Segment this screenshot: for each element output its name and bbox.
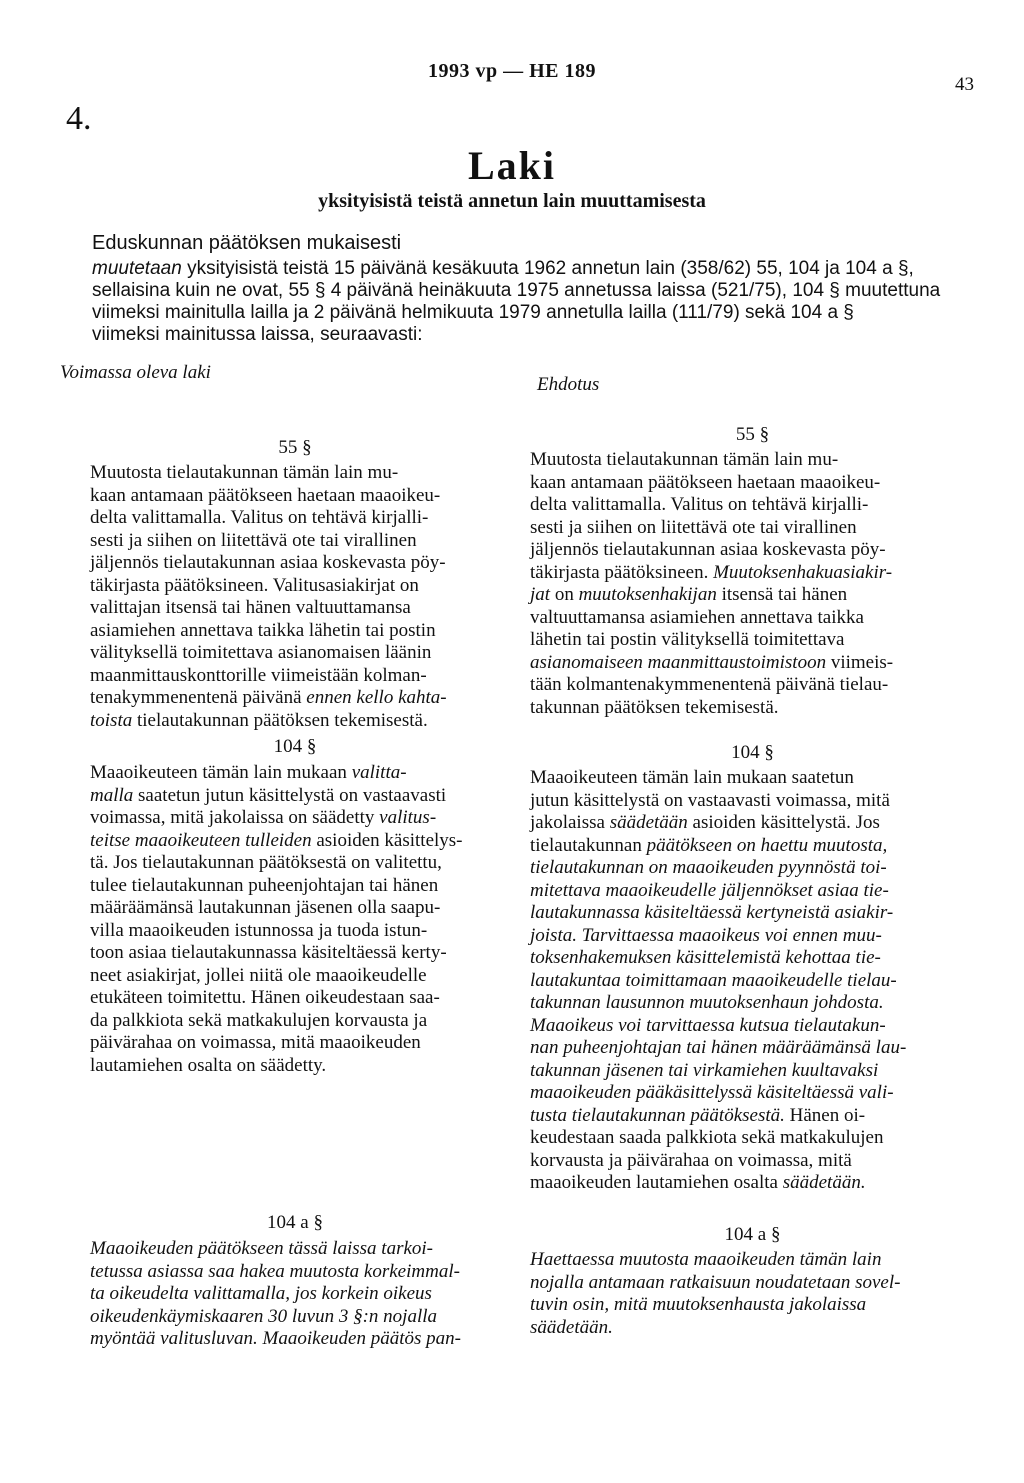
text-line: lautamiehen osalta on säädetty. xyxy=(90,1054,327,1076)
emphasis-text: jat xyxy=(530,584,551,605)
text-line: mitettava maaoikeudelle jäljennökset asiaa tie- xyxy=(530,879,889,901)
text-line: Maaoikeuteen tämän lain mukaan saatetun xyxy=(530,767,854,788)
emphasis-text: malla xyxy=(90,784,134,806)
text-line xyxy=(530,1105,975,1128)
text-line: tään kolmantenakymmenentenä päivänä tielau- xyxy=(530,674,889,695)
right-column-heading: Ehdotus xyxy=(537,374,600,395)
emphasis-text: päätökseen on haettu muutosta, xyxy=(646,834,888,856)
left-section-55-heading: 55 § xyxy=(278,437,312,458)
text-line: jäljennös tielautakunnan asiaa koskevasta pöy- xyxy=(90,552,446,573)
text-segment: Maaoikeuteen tämän lain mukaan xyxy=(90,762,352,783)
text-line: toksenhakemuksen käsittelemistä kehottaa tie- xyxy=(530,947,881,968)
text-line xyxy=(530,652,975,675)
intro-line: sellaisina kuin ne ovat, 55 § 4 päivänä heinäkuuta 1975 annetussa laissa (521/75), 104 § muutettuna xyxy=(92,280,941,301)
text-line xyxy=(530,562,975,585)
text-segment: voimassa, mitä jakolaissa on säädetty xyxy=(90,807,380,828)
text-line: sesti ja siihen on liitettävä ote tai virallinen xyxy=(530,516,857,538)
text-line xyxy=(530,1172,975,1195)
right-section-55-body xyxy=(530,449,975,719)
text-line xyxy=(90,785,500,808)
text-line: nan puheenjohtajan tai hänen määräämänsä lau- xyxy=(530,1037,907,1058)
left-section-55-body xyxy=(90,462,500,732)
text-line: säädetään. xyxy=(530,1316,613,1338)
text-line: tulee tielautakunnan puheenjohtajan tai hänen xyxy=(90,874,439,896)
text-line: tuvin osin, mitä muutoksenhausta jakolaissa xyxy=(530,1294,867,1315)
law-title: Laki xyxy=(467,143,557,188)
text-segment: tielautakunnan päätöksen tekemisestä. xyxy=(132,709,428,731)
right-section-104a-body xyxy=(530,1249,975,1339)
text-segment: on xyxy=(550,584,579,605)
text-segment: tielautakunnan xyxy=(530,834,647,856)
text-line: Maaoikeuden päätökseen tässä laissa tarkoi- xyxy=(90,1238,434,1259)
emphasis-text: asianomaiseen maanmittaustoimistoon xyxy=(530,651,827,673)
text-line: takunnan jäsenen tai virkamiehen kuultavaksi xyxy=(530,1059,879,1081)
text-line: lautakunnassa käsiteltäessä kertyneistä asiakir- xyxy=(530,902,894,923)
text-line: myöntää valitusluvan. Maaoikeuden päätös pan- xyxy=(90,1328,461,1349)
text-line xyxy=(90,762,500,785)
text-line: delta valittamalla. Valitus on tehtävä kirjalli- xyxy=(90,507,429,528)
emphasis-text: teitse maaoikeuteen tulleiden xyxy=(90,829,312,851)
section-number: 4. xyxy=(66,100,92,137)
page-number: 43 xyxy=(955,74,974,95)
text-line xyxy=(90,687,500,710)
text-line: maanmittauskonttorille viimeistään kolman- xyxy=(90,664,427,686)
right-section-104a-heading: 104 a § xyxy=(724,1224,781,1245)
text-segment: maaoikeuden lautamiehen osalta xyxy=(530,1172,783,1193)
intro-line: viimeksi mainitulla lailla ja 2 päivänä helmikuuta 1979 annetulla lailla (111/79) sekä 104 a § xyxy=(92,302,854,323)
text-line: tielautakunnan on maaoikeuden pyynnöstä toi- xyxy=(530,857,887,878)
text-line: täkirjasta päätöksineen. Valitusasiakirjat on xyxy=(90,574,419,596)
text-line: tetussa asiassa saa hakea muutosta korkeimmal- xyxy=(90,1260,460,1282)
left-section-104a-heading: 104 a § xyxy=(267,1212,323,1233)
text-line: neet asiakirjat, jollei niitä ole maaoikeudelle xyxy=(90,964,427,986)
text-line: lähetin tai postin välityksellä toimitettava xyxy=(530,629,845,650)
text-line: Maaoikeus voi tarvittaessa kutsua tielautakun- xyxy=(530,1014,886,1036)
emphasis-text: toista xyxy=(90,709,133,731)
intro-paragraph xyxy=(92,258,942,346)
text-line: ta oikeudelta valittamalla, jos korkein oikeus xyxy=(90,1283,432,1304)
text-line xyxy=(90,830,500,853)
text-line: asiamiehen annettava taikka lähetin tai postin xyxy=(90,619,436,641)
text-line: tä. Jos tielautakunnan päätöksestä on valitettu, xyxy=(90,852,442,873)
text-segment: viimeis- xyxy=(826,651,894,673)
intro-lead: Eduskunnan päätöksen mukaisesti xyxy=(92,232,402,254)
text-line: Haettaessa muutosta maaoikeuden tämän lain xyxy=(530,1249,882,1270)
intro-line xyxy=(92,258,942,280)
text-segment: täkirjasta päätöksineen. xyxy=(530,561,714,583)
emphasis-text: valitus- xyxy=(379,807,437,828)
running-header: 1993 vp — HE 189 xyxy=(427,60,597,82)
text-line: valittajan itsensä tai hänen valtuuttamansa xyxy=(90,597,411,618)
text-segment: jakolaissa xyxy=(530,812,610,833)
intro-text: yksityisistä teistä 15 päivänä kesäkuuta 1962 annetun lain (358/62) 55, 104 ja 104 a §, xyxy=(181,258,914,279)
emphasis-text: ennen kello kahta- xyxy=(306,687,447,708)
text-line xyxy=(530,812,975,835)
text-line: keudestaan saada palkkiota sekä matkakulujen xyxy=(530,1127,884,1148)
text-line: Muutosta tielautakunnan tämän lain mu- xyxy=(90,462,399,483)
emphasis-text: valitta- xyxy=(351,762,407,783)
text-line: delta valittamalla. Valitus on tehtävä kirjalli- xyxy=(530,494,869,515)
text-segment: itsensä tai hänen xyxy=(716,584,848,605)
text-line: nojalla antamaan ratkaisuun noudatetaan sovel- xyxy=(530,1271,901,1293)
emphasis-text: tusta tielautakunnan päätöksestä. xyxy=(530,1104,785,1126)
emphasis-text: säädetään xyxy=(609,812,688,833)
intro-emphasis: muutetaan xyxy=(92,258,182,279)
text-line xyxy=(90,710,500,733)
text-line: jäljennös tielautakunnan asiaa koskevasta pöy- xyxy=(530,539,886,560)
text-segment: Hänen oi- xyxy=(784,1104,866,1126)
text-line: määräämänsä lautakunnan jäsenen olla saapu- xyxy=(90,897,441,918)
left-column-heading: Voimassa oleva laki xyxy=(60,362,211,383)
text-line: maaoikeuden pääkäsittelyssä käsiteltäessä vali- xyxy=(530,1082,894,1103)
text-line: takunnan lausunnon muutoksenhaun johdosta. xyxy=(530,992,884,1013)
text-line: Muutosta tielautakunnan tämän lain mu- xyxy=(530,449,839,470)
text-line xyxy=(530,584,975,607)
text-segment: asioiden käsittelystä. Jos xyxy=(687,812,880,833)
right-section-104-body xyxy=(530,767,975,1195)
text-segment: asioiden käsittelys- xyxy=(311,829,463,851)
emphasis-text: Muutoksenhakuasiakir- xyxy=(713,561,893,583)
text-line: takunnan päätöksen tekemisestä. xyxy=(530,696,779,718)
text-line: päivärahaa on voimassa, mitä maaoikeuden xyxy=(90,1032,421,1053)
left-section-104a-body xyxy=(90,1238,500,1351)
text-line: joista. Tarvittaessa maaoikeus voi ennen muu- xyxy=(530,924,882,946)
right-section-104-heading: 104 § xyxy=(731,742,774,763)
right-section-55-heading: 55 § xyxy=(735,424,770,445)
text-line: välityksellä toimitettava asianomaisen läänin xyxy=(90,642,432,663)
text-line xyxy=(90,807,500,830)
text-line: da palkkiota sekä matkakulujen korvausta ja xyxy=(90,1009,428,1031)
text-segment: tenakymmenentenä päivänä xyxy=(90,687,307,708)
emphasis-text: säädetään. xyxy=(782,1172,866,1193)
text-line: korvausta ja päivärahaa on voimassa, mitä xyxy=(530,1149,852,1171)
text-line: lautakuntaa toimittamaan maaoikeudelle tielau- xyxy=(530,969,897,991)
intro-line: viimeksi mainitussa laissa, seuraavasti: xyxy=(92,324,423,345)
emphasis-text: muutoksenhakijan xyxy=(578,584,717,605)
text-line: etukäteen toimitettu. Hänen oikeudestaan saa- xyxy=(90,987,440,1008)
text-line: kaan antamaan päätökseen haetaan maaoikeu- xyxy=(90,484,441,506)
text-line: oikeudenkäymiskaaren 30 luvun 3 §:n nojalla xyxy=(90,1305,438,1327)
text-line: kaan antamaan päätökseen haetaan maaoikeu- xyxy=(530,471,881,493)
text-line: toon asiaa tielautakunnassa käsiteltäessä kerty- xyxy=(90,942,447,963)
text-line: jutun käsittelystä on vastaavasti voimassa, mitä xyxy=(530,789,890,811)
left-section-104-body xyxy=(90,762,500,1077)
text-line: valtuuttamansa asiamiehen annettava taikka xyxy=(530,606,864,628)
law-subtitle: yksityisistä teistä annetun lain muuttamisesta xyxy=(318,190,706,212)
text-line xyxy=(530,835,975,858)
text-segment: saatetun jutun käsittelystä on vastaavasti xyxy=(133,784,447,806)
text-line: villa maaoikeuden istunnossa ja tuoda istun- xyxy=(90,919,428,941)
text-line: sesti ja siihen on liitettävä ote tai virallinen xyxy=(90,529,417,551)
left-section-104-heading: 104 § xyxy=(273,736,317,757)
